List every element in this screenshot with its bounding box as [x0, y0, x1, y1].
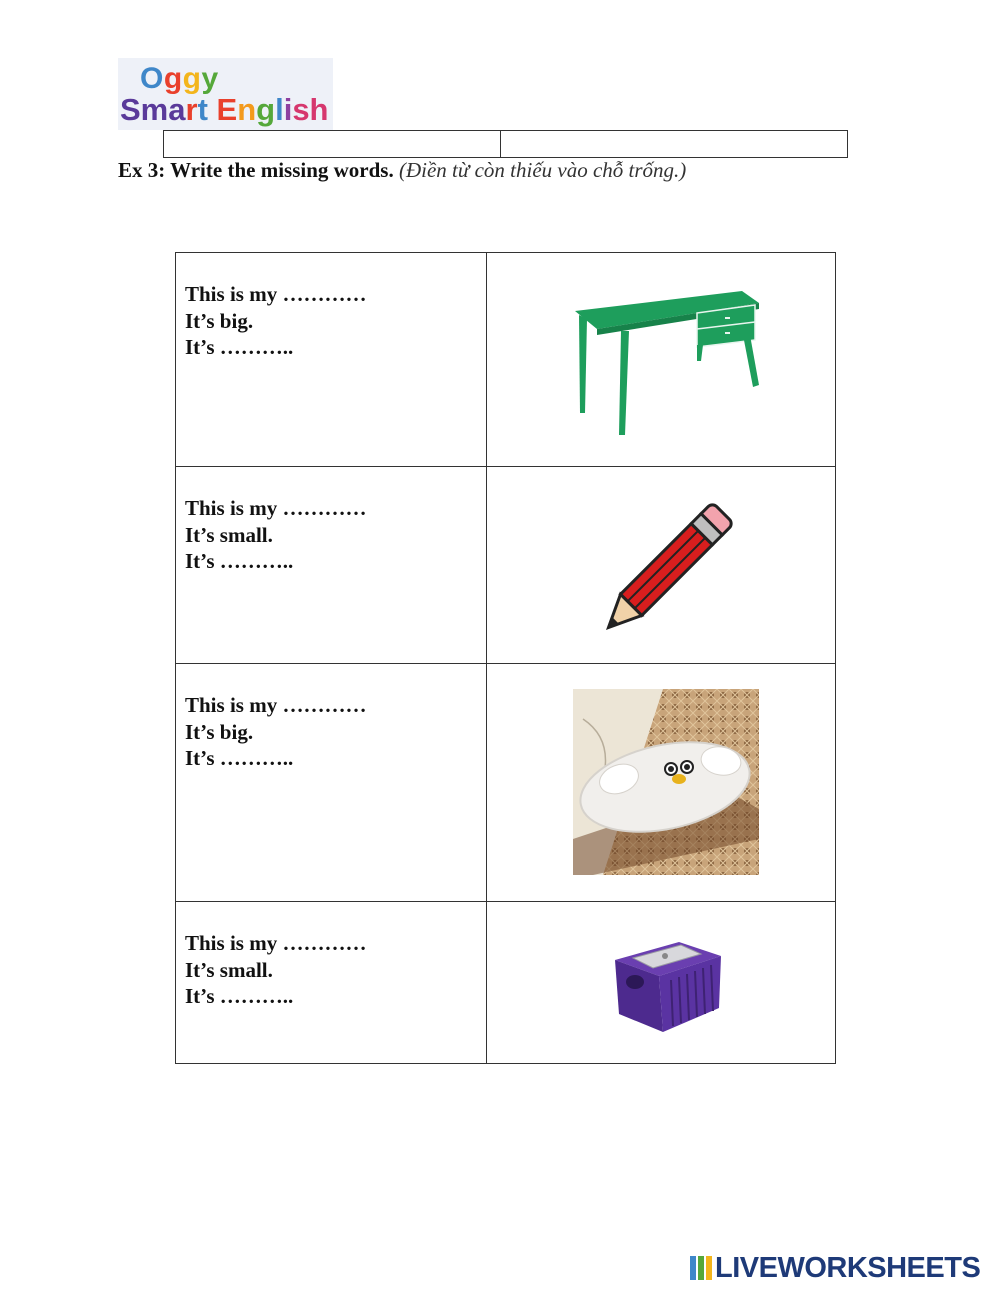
pencil-case-photo — [573, 689, 759, 875]
sentence-size: It’s small. — [185, 957, 273, 982]
liveworksheets-brand: LIVEWORKSHEETS — [715, 1252, 981, 1284]
purple-sharpener-image — [609, 932, 729, 1042]
exercise-text-cell — [176, 253, 487, 467]
exercise-text-cell — [176, 467, 487, 664]
exercise-image-cell — [487, 467, 836, 664]
exercise-row — [176, 467, 836, 664]
sentence-this-is-my[interactable]: This is my ………… — [185, 282, 367, 306]
exercise-image-cell — [487, 253, 836, 467]
header-cell-right[interactable] — [501, 131, 848, 158]
instruction-english: Ex 3: Write the missing words. — [118, 158, 394, 182]
sentence-this-is-my[interactable]: This is my ………… — [185, 693, 367, 717]
sentence-size: It’s big. — [185, 308, 254, 333]
exercise-row — [176, 902, 836, 1064]
sentence-this-is-my[interactable]: This is my ………… — [185, 496, 367, 520]
instruction-vietnamese: (Điền từ còn thiếu vào chỗ trống.) — [398, 158, 687, 182]
sentence-size: It’s big. — [185, 719, 254, 744]
sentence-color[interactable]: It’s ……….. — [185, 746, 294, 770]
sentence-this-is-my[interactable]: This is my ………… — [185, 931, 367, 955]
header-info-table — [163, 130, 848, 158]
sentence-color[interactable]: It’s ……….. — [185, 335, 294, 359]
sentence-color[interactable]: It’s ……….. — [185, 549, 294, 573]
exercise-text-cell — [176, 664, 487, 902]
logo-line-2: Smart English — [120, 92, 329, 127]
sentence-size: It’s small. — [185, 522, 273, 547]
exercise-image-cell — [487, 664, 836, 902]
liveworksheets-logo-icon — [690, 1256, 712, 1280]
exercise-row — [176, 253, 836, 467]
exercise-row — [176, 664, 836, 902]
exercise-table — [175, 252, 836, 1064]
exercise-instruction — [118, 158, 686, 183]
logo-line-1: Oggy — [140, 62, 219, 95]
liveworksheets-watermark — [690, 1252, 980, 1286]
exercise-text-cell — [176, 902, 487, 1064]
oggy-smart-english-logo — [118, 58, 333, 130]
red-pencil-image — [595, 491, 745, 641]
green-desk-image — [567, 285, 767, 445]
exercise-image-cell — [487, 902, 836, 1064]
header-cell-left[interactable] — [164, 131, 501, 158]
sentence-color[interactable]: It’s ……….. — [185, 984, 294, 1008]
